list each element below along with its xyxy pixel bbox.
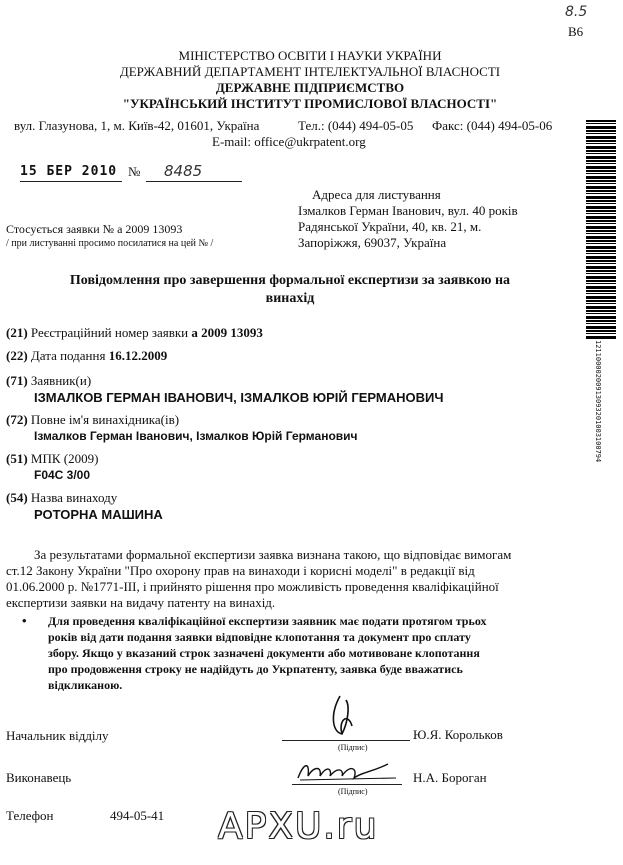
body-line-1: За результатами формальної експертизи заявка визнана такою, що відповідає вимогам <box>34 547 512 562</box>
document-title-line1: Повідомлення про завершення формальної експертизи за заявкою на <box>69 273 511 288</box>
field-22-label: Дата подання <box>30 348 106 363</box>
outgoing-date-field <box>20 162 122 182</box>
phone-value: 494-05-41 <box>110 808 165 823</box>
executor-sign-line <box>292 784 402 785</box>
body-line-3: 01.06.2000 р. №1771-ІІІ, і прийнято рішення про можливість проведення кваліфікаційної <box>6 579 499 594</box>
field-54-label: Назва винаходу <box>30 490 118 505</box>
document-title-line2: винахід <box>265 291 315 306</box>
bullet-line-3: збору. Якщо у вказаний строк зазначені документи або мотивоване клопотання <box>48 646 480 660</box>
header-fax: Факс: (044) 494-05-06 <box>432 118 553 133</box>
field-51-code: (51) <box>6 451 28 466</box>
head-sign-caption: (Підпис) <box>338 743 368 752</box>
field-72-label: Повне ім'я винахідника(ів) <box>30 412 180 427</box>
header-enterprise: ДЕРЖАВНЕ ПІДПРИЄМСТВО <box>215 80 405 95</box>
header-address: вул. Глазунова, 1, м. Київ-42, 01601, Україна <box>14 118 260 133</box>
field-72 <box>6 412 179 428</box>
barcode-number-wrap <box>590 340 604 463</box>
bullet-line-4: про продовження строку не надійдуть до Укрпатенту, заявка буде вважатись <box>48 662 463 676</box>
bullet-marker: • <box>22 613 27 628</box>
field-21 <box>6 325 263 341</box>
executor-signature <box>292 756 402 786</box>
header-ministry: МІНІСТЕРСТВО ОСВІТИ І НАУКИ УКРАЇНИ <box>178 48 442 63</box>
header-email: E-mail: office@ukrpatent.org <box>212 134 366 149</box>
header-phone: Тел.: (044) 494-05-05 <box>298 118 414 133</box>
outgoing-no-label: № <box>128 164 141 179</box>
mailing-label: Адреса для листування <box>312 187 441 202</box>
field-22 <box>6 348 167 364</box>
field-71-code: (71) <box>6 373 28 388</box>
executor-name: Н.А. Бороган <box>413 770 487 785</box>
field-21-value: а 2009 13093 <box>191 325 263 340</box>
phone-label: Телефон <box>6 808 54 823</box>
body-line-4: експертизи заявки на видачу патенту на винахід. <box>6 595 276 610</box>
field-51 <box>6 451 98 467</box>
body-line-2: ст.12 Закону України "Про охорону прав на винаходи і корисні моделі" в редакції від <box>6 563 475 578</box>
field-54-value: РОТОРНА МАШИНА <box>34 507 163 522</box>
field-71-label: Заявник(и) <box>30 373 92 388</box>
outgoing-date: 15 БЕР 2010 <box>20 164 118 179</box>
field-22-code: (22) <box>6 348 28 363</box>
field-72-value: Ізмалков Герман Іванович, Ізмалков Юрій Германович <box>34 429 358 443</box>
barcode <box>586 120 616 340</box>
header-institute: "УКРАЇНСЬКИЙ ІНСТИТУТ ПРОМИСЛОВОЇ ВЛАСНОСТІ" <box>122 96 498 111</box>
corner-code: B6 <box>568 24 584 39</box>
bullet-line-5: відкликаною. <box>48 678 123 692</box>
field-21-label: Реєстраційний номер заявки <box>30 325 189 340</box>
field-21-code: (21) <box>6 325 28 340</box>
handwritten-page-number: 8.5 <box>565 4 588 20</box>
outgoing-number-field <box>146 162 242 182</box>
bullet-line-2: років від дати подання заявки відповідне клопотання та документ про сплату <box>48 630 471 644</box>
head-sign-line <box>282 740 410 741</box>
bullet-line-1: Для проведення кваліфікаційної експертизи заявник має подати протягом трьох <box>48 614 487 628</box>
mailing-line2: Радянської України, 40, кв. 21, м. <box>298 219 482 234</box>
field-54 <box>6 490 117 506</box>
head-name: Ю.Я. Корольков <box>413 727 503 742</box>
header-department: ДЕРЖАВНИЙ ДЕПАРТАМЕНТ ІНТЕЛЕКТУАЛЬНОЇ ВЛАСНОСТІ <box>119 64 501 79</box>
head-signature <box>318 692 368 740</box>
mailing-line3: Запоріжжя, 69037, Україна <box>298 235 447 250</box>
reference-line: Стосується заявки № а 2009 13093 <box>6 222 183 236</box>
executor-label: Виконавець <box>6 770 72 785</box>
reference-hint: / при листуванні просимо посилатися на цей № / <box>6 238 214 249</box>
watermark: APXU.ru <box>218 806 379 847</box>
field-72-code: (72) <box>6 412 28 427</box>
field-22-value: 16.12.2009 <box>108 348 168 363</box>
outgoing-number: 8485 <box>164 162 203 180</box>
field-71 <box>6 373 91 389</box>
field-54-code: (54) <box>6 490 28 505</box>
mailing-line1: Ізмалков Герман Іванович, вул. 40 років <box>298 203 518 218</box>
barcode-number: 12110000200913093201003100794 <box>594 340 602 463</box>
field-71-value: ІЗМАЛКОВ ГЕРМАН ІВАНОВИЧ, ІЗМАЛКОВ ЮРІЙ ГЕРМАНОВИЧ <box>34 390 444 405</box>
head-label: Начальник відділу <box>6 728 109 743</box>
field-51-label: МПК (2009) <box>30 451 99 466</box>
executor-sign-caption: (Підпис) <box>338 787 368 796</box>
field-51-value: F04C 3/00 <box>34 468 91 482</box>
